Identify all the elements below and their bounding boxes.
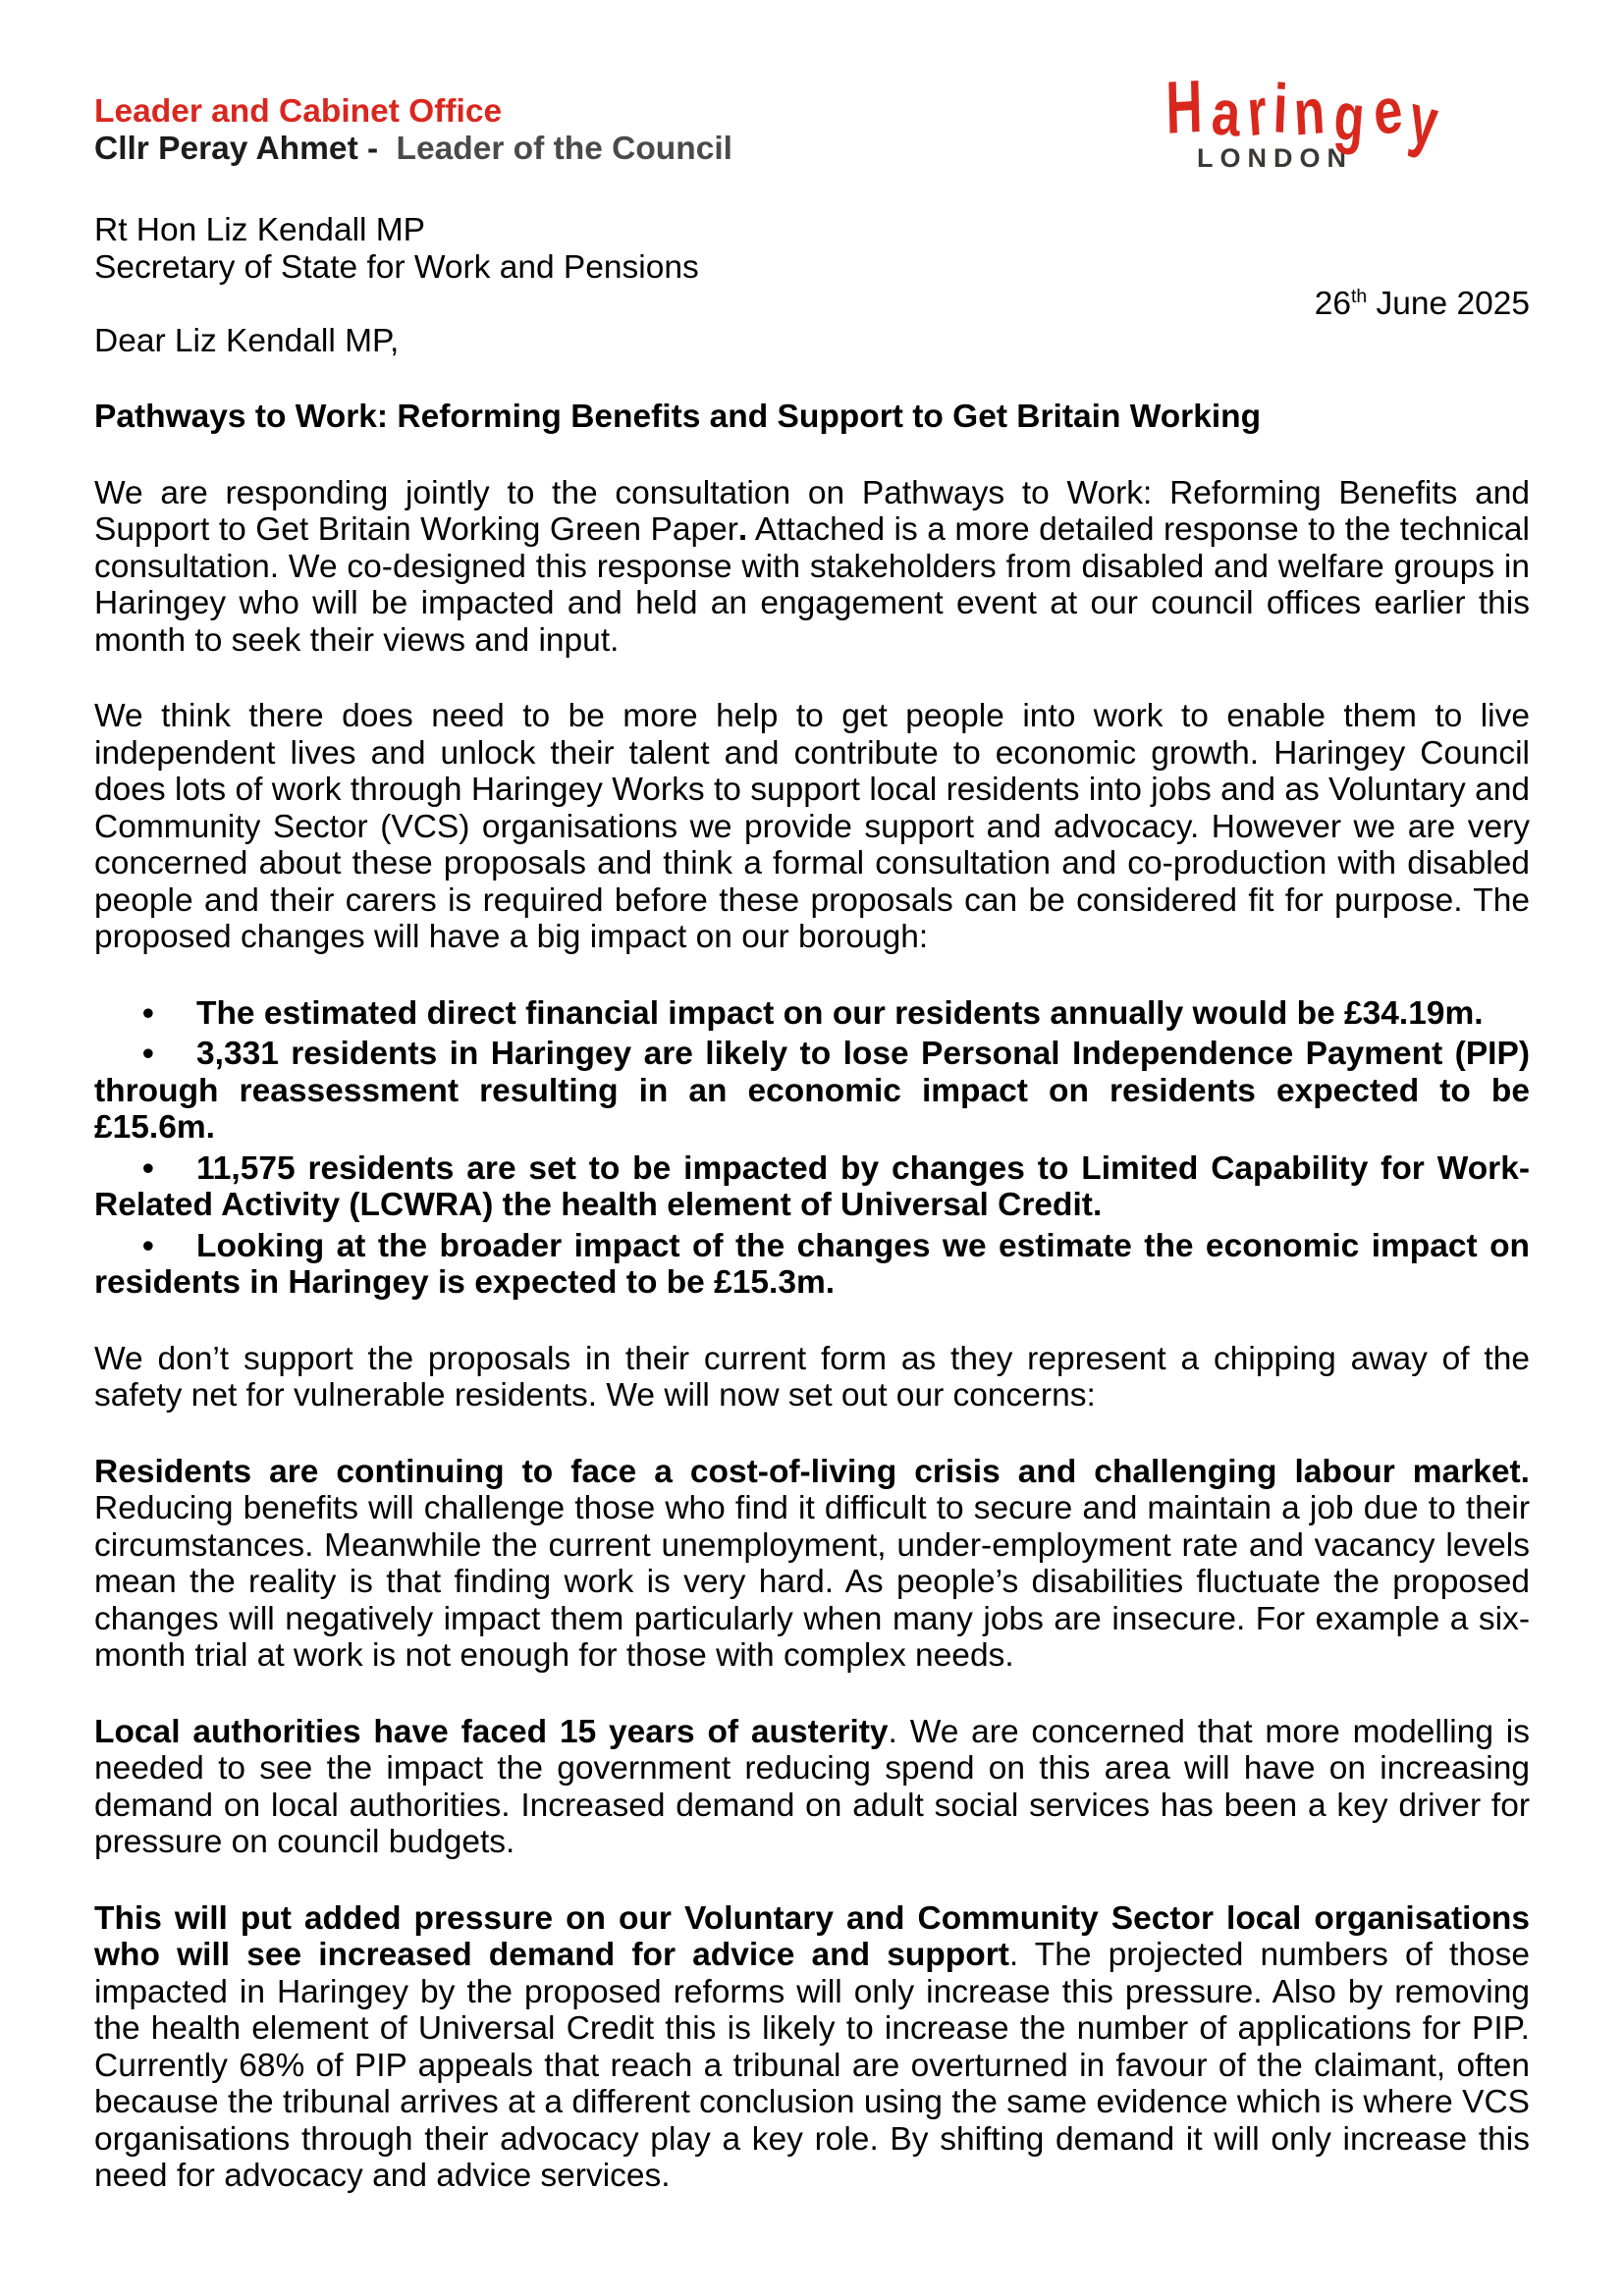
body-paragraph bbox=[94, 1341, 1530, 1415]
bold-text-segment: . bbox=[737, 511, 748, 548]
text-segment: We are responding jointly to the consultation on Pathways to Work: Reforming Benefits and Support to Get Britain Working Green Paper bbox=[94, 474, 1530, 548]
councillor-role: Leader of the Council bbox=[396, 130, 732, 167]
text-segment: Reducing benefits will challenge those who find it difficult to secure and maintain a job due to their circumstances. Meanwhile the current unemployment, under-employment rate and vacancy levels mean the reality is that finding work is very hard. As people’s disabilities fluctuate the proposed changes will negatively impact them particularly when many jobs are insecure. For example a six-month trial at work is not enough for those with complex needs. bbox=[94, 1490, 1530, 1674]
bullet-item bbox=[94, 1228, 1530, 1302]
text-segment: Looking at the broader impact of the changes we estimate the economic impact on residents in Haringey is expected to be £15.3m. bbox=[94, 1227, 1530, 1301]
subject-heading: Pathways to Work: Reforming Benefits and Support to Get Britain Working bbox=[94, 399, 1262, 435]
recipient-name: Rt Hon Liz Kendall MP bbox=[94, 212, 426, 248]
bullet-marker-icon: • bbox=[142, 994, 154, 1032]
date-line bbox=[94, 286, 1530, 323]
body-paragraph bbox=[94, 698, 1530, 956]
logo-letter: a bbox=[1210, 76, 1243, 150]
bullet-marker-icon: • bbox=[142, 1227, 154, 1264]
body-paragraph bbox=[94, 475, 1530, 660]
text-segment: 3,331 residents in Haringey are likely to lose Personal Independence Payment (PIP) through reassessment resulting in an economic impact on residents expected to be £15.6m. bbox=[94, 1036, 1530, 1146]
logo-letter: r bbox=[1244, 73, 1271, 151]
recipient-block bbox=[94, 212, 1530, 286]
salutation: Dear Liz Kendall MP, bbox=[94, 322, 400, 359]
bold-text-segment: Local authorities have faced 15 years of austerity bbox=[94, 1713, 889, 1750]
haringey-logo bbox=[1162, 64, 1446, 173]
date-rest: June 2025 bbox=[1367, 286, 1530, 322]
logo-subtext: LONDON bbox=[1197, 143, 1353, 173]
text-segment: We think there does need to be more help to get people into work to enable them to live independent lives and unlock their talent and contribute to economic growth. Haringey Council does lots of work through Haringey Works to support local residents into jobs and as Voluntary and Community Sector (VCS) organisations we provide support and advocacy. However we are very concerned about these proposals and think a formal consultation and co-production with disabled people and their carers is required before these proposals can be considered fit for purpose. The proposed changes will have a big impact on our borough: bbox=[94, 698, 1530, 955]
recipient-title: Secretary of State for Work and Pensions bbox=[94, 248, 699, 286]
bullet-item bbox=[94, 995, 1530, 1033]
text-segment: 11,575 residents are set to be impacted by changes to Limited Capability for Work-Related Activity (LCWRA) the health element of Universal Credit. bbox=[94, 1149, 1530, 1223]
text-segment: We don’t support the proposals in their current form as they represent a chipping away of the safety net for vulnerable residents. We will now set out our concerns: bbox=[94, 1340, 1530, 1414]
body-paragraph bbox=[94, 1454, 1530, 1675]
bold-text-segment: This will put added pressure on our Voluntary and Community Sector local organisations who will see increased demand for advice and support bbox=[94, 1899, 1530, 1973]
logo-letter: n bbox=[1292, 74, 1327, 149]
bullet-marker-icon: • bbox=[142, 1149, 154, 1187]
bold-text-segment: Residents are continuing to face a cost-of-living crisis and challenging labour market. bbox=[94, 1453, 1530, 1490]
logo-letter: g bbox=[1331, 77, 1368, 158]
bullet-marker-icon: • bbox=[142, 1036, 154, 1072]
bullet-item bbox=[94, 1150, 1530, 1224]
text-segment: The estimated direct financial impact on our residents annually would be £34.19m. bbox=[196, 994, 1484, 1032]
date-ordinal: th bbox=[1351, 285, 1368, 307]
office-name: Leader and Cabinet Office bbox=[94, 93, 503, 130]
body-paragraph bbox=[94, 1900, 1530, 2195]
letter-body bbox=[94, 475, 1530, 2195]
bullet-item bbox=[94, 1036, 1530, 1147]
logo-letter: i bbox=[1271, 69, 1290, 148]
logo-letter: y bbox=[1405, 77, 1443, 164]
body-paragraph bbox=[94, 1714, 1530, 1861]
date-day: 26 bbox=[1314, 286, 1351, 322]
logo-letter: e bbox=[1370, 73, 1406, 149]
text-segment: . The projected numbers of those impacted in Haringey by the proposed reforms will only increase this pressure. Also by removing the health element of Universal Credit this is likely to increase the number of applications for PIP. Currently 68% of PIP appeals that reach a tribunal are overturned in favour of the claimant, often because the tribunal arrives at a different conclusion using the same evidence which is where VCS organisations through their advocacy play a key role. By shifting demand it will only increase this need for advocacy and advice services. bbox=[94, 1937, 1530, 2194]
logo-letter: H bbox=[1164, 64, 1204, 150]
text-segment: Attached is a more detailed response to the technical consultation. We co-designed this response with stakeholders from disabled and welfare groups in Haringey who will be impacted and held an engagement event at our council offices earlier this month to seek their views and input. bbox=[94, 511, 1530, 659]
councillor-name: Cllr Peray Ahmet - bbox=[94, 130, 379, 167]
text-segment: . We are concerned that more modelling is needed to see the impact the government reducing spend on this area will have on increasing demand on local authorities. Increased demand on adult social services has been a key driver for pressure on council budgets. bbox=[94, 1713, 1530, 1860]
